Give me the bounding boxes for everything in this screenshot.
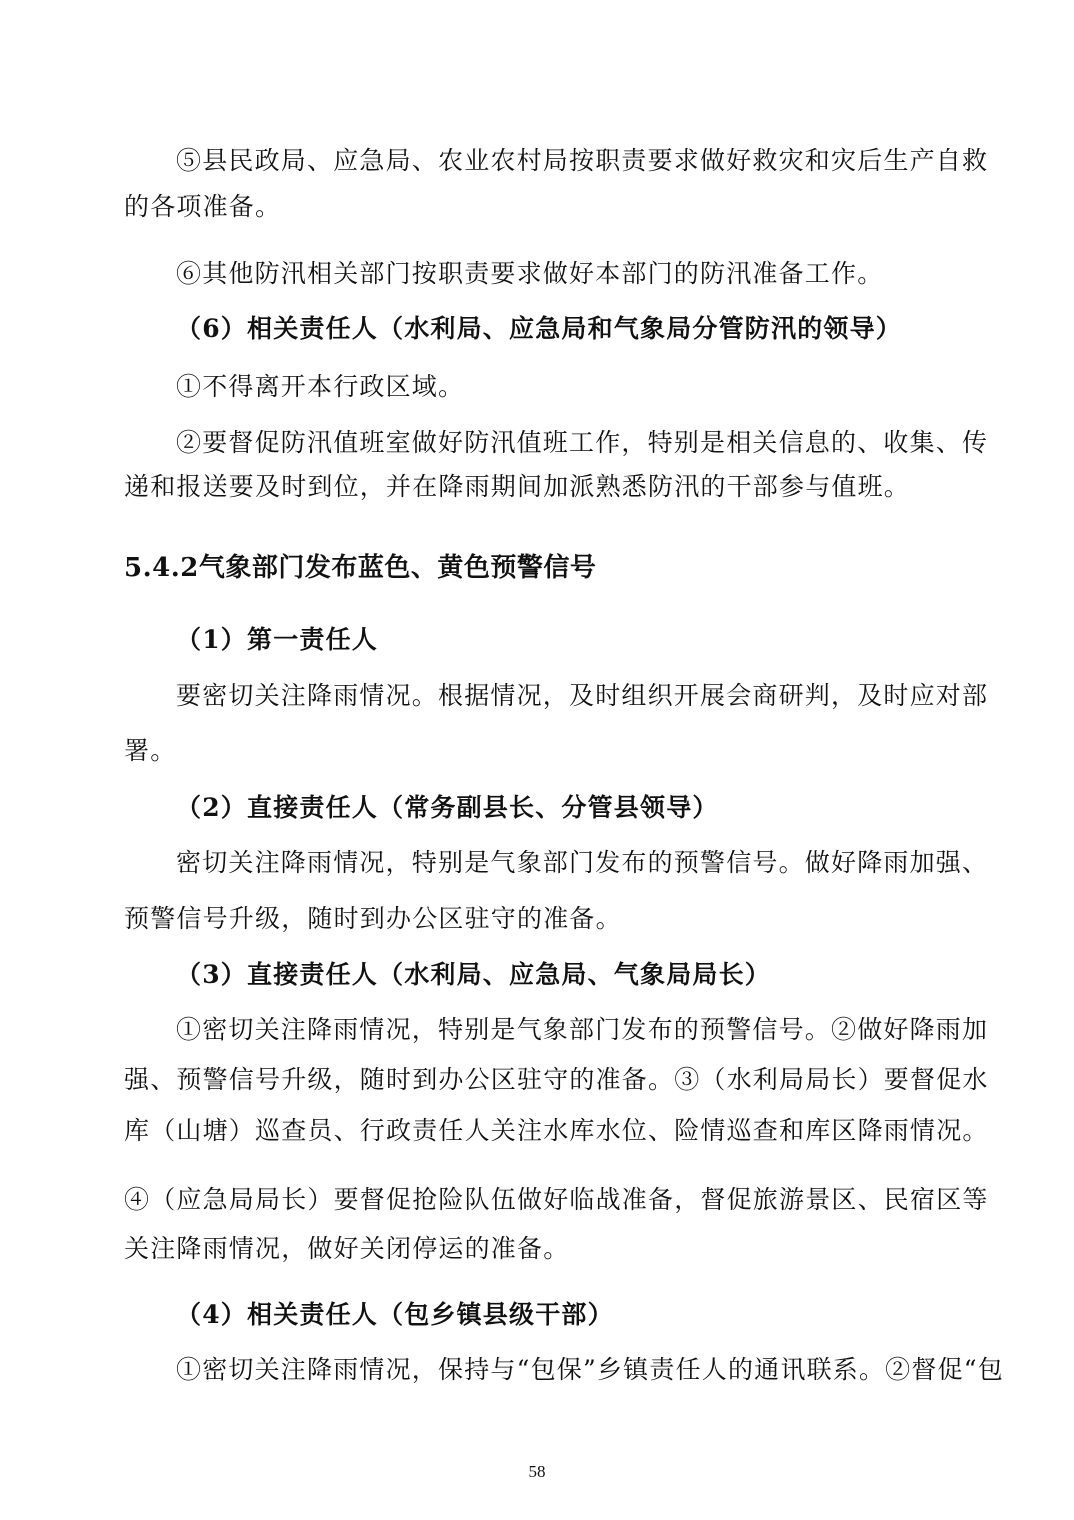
paragraph-item-5-line-2: 的各项准备。 [124, 192, 282, 221]
heading-responsible-6: （6）相关责任人（水利局、应急局和气象局分管防汛的领导） [176, 314, 902, 343]
paragraph-direct-2-line-2: 预警信号升级，随时到办公区驻守的准备。 [124, 904, 622, 933]
paragraph-direct-2-line-1: 密切关注降雨情况，特别是气象部门发布的预警信号。做好降雨加强、 [176, 848, 989, 877]
heading-related-responsible-4: （4）相关责任人（包乡镇县级干部） [176, 1300, 614, 1329]
paragraph-first-responsible-line-1: 要密切关注降雨情况。根据情况，及时组织开展会商研判，及时应对部 [176, 681, 989, 710]
paragraph-emergency-chief-line-1: ④（应急局局长）要督促抢险队伍做好临战准备，督促旅游景区、民宿区等 [124, 1185, 989, 1214]
paragraph-first-responsible-line-2: 署。 [124, 736, 177, 765]
paragraph-direct-3-line-1: ①密切关注降雨情况，特别是气象部门发布的预警信号。②做好降雨加 [176, 1015, 989, 1044]
heading-first-responsible: （1）第一责任人 [176, 625, 378, 654]
paragraph-emergency-chief-line-2: 关注降雨情况，做好关闭停运的准备。 [124, 1234, 570, 1263]
paragraph-item-6: ⑥其他防汛相关部门按职责要求做好本部门的防汛准备工作。 [176, 259, 884, 288]
section-heading-5-4-2: 5.4.2气象部门发布蓝色、黄色预警信号 [124, 553, 597, 583]
paragraph-item-5-line-1: ⑤县民政局、应急局、农业农村局按职责要求做好救灾和灾后生产自救 [176, 146, 989, 175]
paragraph-duty-room-line-1: ②要督促防汛值班室做好防汛值班工作，特别是相关信息的、收集、传 [176, 428, 989, 457]
paragraph-leave-region: ①不得离开本行政区域。 [176, 372, 465, 401]
paragraph-duty-room-line-2: 递和报送要及时到位，并在降雨期间加派熟悉防汛的干部参与值班。 [124, 472, 911, 501]
heading-direct-responsible-2: （2）直接责任人（常务副县长、分管县领导） [176, 793, 719, 822]
paragraph-direct-3-line-2: 强、预警信号升级，随时到办公区驻守的准备。③（水利局局长）要督促水 [124, 1065, 989, 1094]
paragraph-related-4-line-1: ①密切关注降雨情况，保持与“包保”乡镇责任人的通讯联系。②督促“包 [176, 1355, 1004, 1384]
heading-direct-responsible-3: （3）直接责任人（水利局、应急局、气象局局长） [176, 960, 771, 989]
page-number: 58 [528, 1462, 546, 1481]
paragraph-direct-3-line-3: 库（山塘）巡查员、行政责任人关注水库水位、险情巡查和库区降雨情况。 [124, 1116, 989, 1145]
